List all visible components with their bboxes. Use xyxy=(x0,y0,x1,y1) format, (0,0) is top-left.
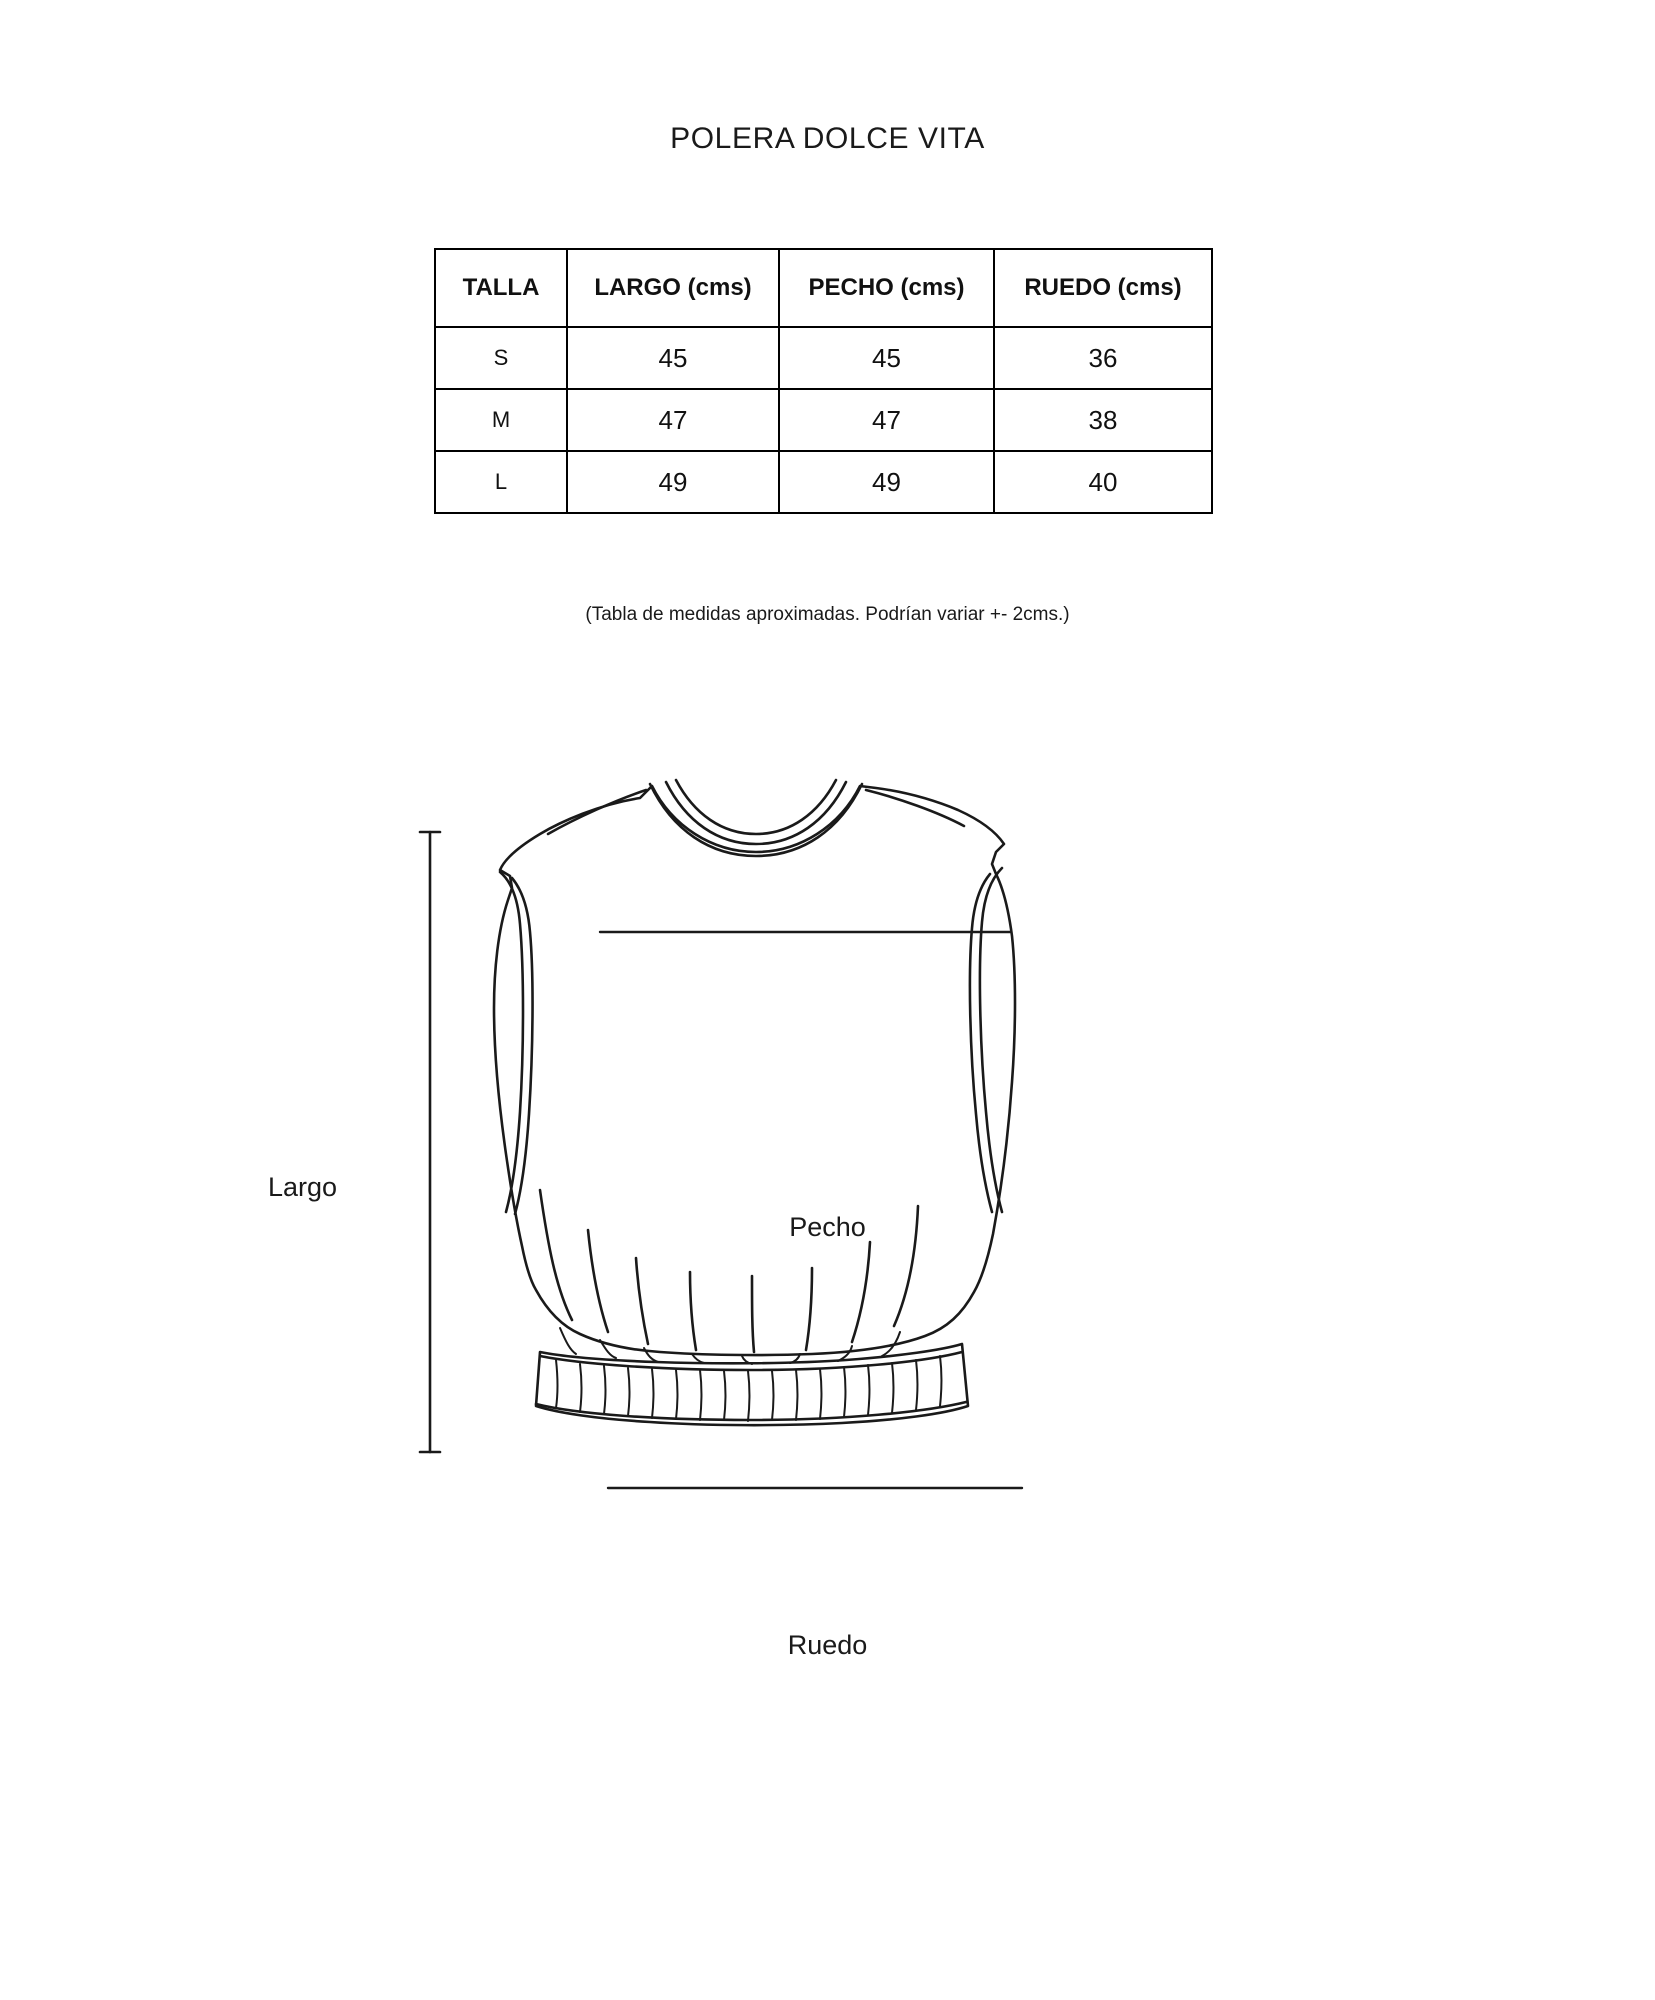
garment-body-outline xyxy=(494,786,1015,1355)
label-pecho: Pecho xyxy=(789,1212,866,1242)
cell-pecho: 45 xyxy=(779,327,994,389)
garment-technical-drawing xyxy=(0,760,1655,1760)
cell-talla: S xyxy=(435,327,567,389)
table-row xyxy=(435,389,1212,451)
cell-largo: 47 xyxy=(567,389,779,451)
label-ruedo: Ruedo xyxy=(787,1630,868,1660)
largo-measure-line xyxy=(420,832,440,1452)
cell-talla: M xyxy=(435,389,567,451)
cell-ruedo: 40 xyxy=(994,451,1212,513)
cell-largo: 45 xyxy=(567,327,779,389)
page-title: POLERA DOLCE VITA xyxy=(670,122,985,155)
cell-talla: L xyxy=(435,451,567,513)
garment-svg xyxy=(0,760,1655,1760)
size-table xyxy=(434,248,1213,514)
column-header-talla: TALLA xyxy=(435,249,567,327)
column-header-largo: LARGO (cms) xyxy=(567,249,779,327)
label-largo: Largo xyxy=(268,1172,338,1202)
cell-pecho: 49 xyxy=(779,451,994,513)
cell-ruedo: 38 xyxy=(994,389,1212,451)
measurements-note: (Tabla de medidas aproximadas. Podrían variar +- 2cms.) xyxy=(585,604,1070,625)
cell-ruedo: 36 xyxy=(994,327,1212,389)
column-header-pecho: PECHO (cms) xyxy=(779,249,994,327)
table-row xyxy=(435,327,1212,389)
size-table-container xyxy=(434,248,1211,514)
column-header-ruedo: RUEDO (cms) xyxy=(994,249,1212,327)
table-header-row xyxy=(435,249,1212,327)
cell-largo: 49 xyxy=(567,451,779,513)
cell-pecho: 47 xyxy=(779,389,994,451)
table-row xyxy=(435,451,1212,513)
